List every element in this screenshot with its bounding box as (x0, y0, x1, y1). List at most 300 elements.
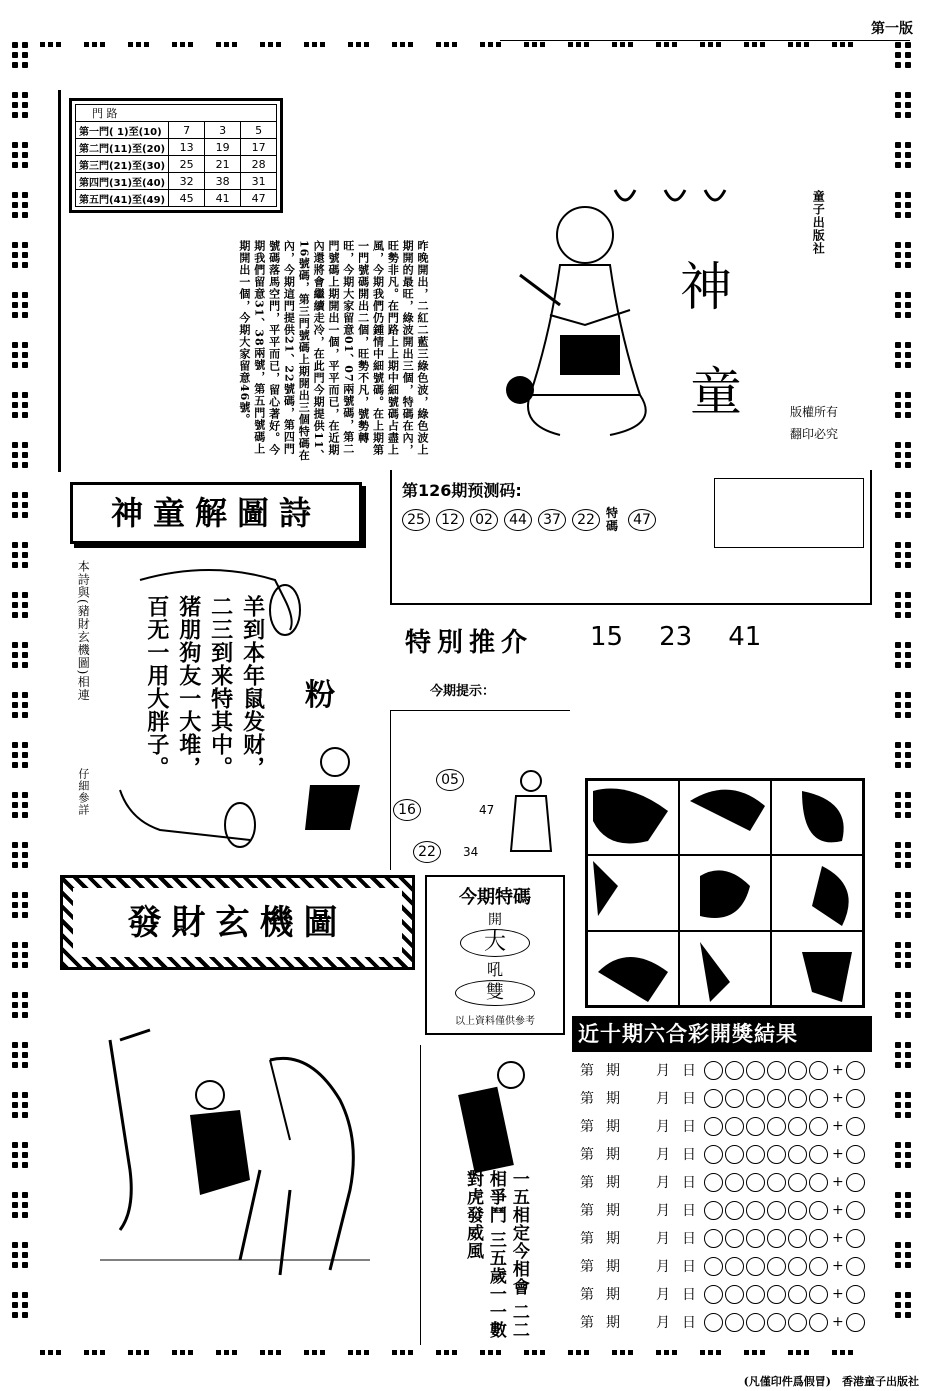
perforation-dots (893, 1090, 919, 1126)
perforation-dots (893, 290, 919, 326)
ball-panel (390, 710, 570, 870)
door-label: 第二門(11)至(20) (76, 139, 169, 156)
result-ball (767, 1285, 786, 1304)
result-month: 月 (656, 1147, 670, 1163)
result-ball (767, 1145, 786, 1164)
perforation-dots (893, 1190, 919, 1226)
result-issue-prefix: 第 (580, 1315, 594, 1331)
result-row (580, 1224, 880, 1252)
result-row (580, 1056, 880, 1084)
perforation-dots (893, 1240, 919, 1276)
perforation-dots (893, 940, 919, 976)
perforation-dots (788, 42, 818, 54)
perforation-dots (10, 1190, 36, 1226)
doors-row (76, 173, 277, 190)
result-ball (809, 1285, 828, 1304)
special-ball (846, 1173, 865, 1192)
perforation-dots (10, 790, 36, 826)
perforation-dots (10, 540, 36, 576)
result-issue-prefix: 第 (580, 1287, 594, 1303)
special-ball (846, 1061, 865, 1080)
perforation-dots (10, 90, 36, 126)
perforation-dots (893, 990, 919, 1026)
perforation-dots (436, 1350, 466, 1362)
doors-table-header: 門 路 (76, 105, 277, 122)
verse-line-4: 對虎發威風 (462, 1170, 483, 1260)
result-issue-prefix: 第 (580, 1147, 594, 1163)
result-issue-suffix: 期 (606, 1315, 620, 1331)
picture-cell (587, 931, 679, 1006)
poem-line-1: 羊到本年鼠发财， (239, 595, 266, 779)
perforation-dots (10, 940, 36, 976)
commentary-text: 昨晚開出，二紅二藍三綠色波，綠色波上期開的最旺，綠波開出三個，特碼在內，旺勢非凡。在門路上上期中細號碼占盡上風，今期我們仍鍾情中細號碼。在上期第一門號碼開出二個，旺勢不凡，號勢轉旺，今期大家留意01、07兩號碼，第二門號碼上期開出一個，平平而已，在近期內還將會繼續走冷，在此門今期提供11、16號碼，第三門號碼上期開出三個特碼在內，今期這門提供21、22號碼，第四門號碼落馬空門，平平而已，留心著好。今期我們留意31、38兩號，第五門號碼上期開出一個，今期大家留意46號。 (237, 240, 429, 462)
recommend-number: 41 (728, 622, 762, 652)
special-ball (846, 1229, 865, 1248)
verse-line-1: 一五相定今相會 (508, 1170, 529, 1296)
result-row (580, 1196, 880, 1224)
plus-icon: + (832, 1090, 844, 1106)
result-ball (767, 1173, 786, 1192)
result-ball (809, 1173, 828, 1192)
fortune-title (60, 875, 415, 970)
special-ball (846, 1257, 865, 1276)
result-ball (788, 1145, 807, 1164)
special-recommend-label: 特別推介 (405, 628, 534, 658)
result-issue-prefix: 第 (580, 1203, 594, 1219)
result-ball (725, 1173, 744, 1192)
result-issue-suffix: 期 (606, 1287, 620, 1303)
door-value: 3 (205, 122, 241, 139)
rights-label-1: 版權所有 (790, 405, 839, 419)
perforation-dots (10, 840, 36, 876)
picture-cell (679, 855, 771, 930)
puzzle-fragment-icon (588, 781, 679, 855)
today-special-double: 雙 (455, 980, 535, 1006)
ball-16: 16 (393, 799, 421, 821)
result-row (580, 1084, 880, 1112)
doors-row (76, 139, 277, 156)
recommend-number: 23 (659, 622, 693, 652)
perforation-dots (612, 1350, 642, 1362)
perforation-dots (893, 40, 919, 76)
verse-line-3: 三五歲一一數 (485, 1230, 506, 1339)
perforation-dots (392, 42, 422, 54)
brand-panel (490, 185, 870, 460)
plus-icon: + (832, 1258, 844, 1274)
perforation-dots (744, 1350, 774, 1362)
perforation-dots (893, 890, 919, 926)
picture-grid (585, 778, 865, 1008)
blank-box (714, 478, 864, 548)
fortune-title-text: 發財玄機圖 (73, 888, 402, 957)
result-ball (746, 1089, 765, 1108)
result-ball (746, 1257, 765, 1276)
doors-row (76, 190, 277, 207)
plus-icon: + (832, 1146, 844, 1162)
today-special-big: 大 (460, 929, 530, 957)
today-special-roar: 吼 (486, 960, 503, 979)
perforation-dots (84, 1350, 114, 1362)
result-month: 月 (656, 1231, 670, 1247)
perforation-dots (893, 340, 919, 376)
perforation-dots (893, 1290, 919, 1326)
door-value: 41 (205, 190, 241, 207)
plus-icon: + (832, 1174, 844, 1190)
perforation-dots (612, 42, 642, 54)
result-day: 日 (682, 1231, 696, 1247)
result-ball (704, 1285, 723, 1304)
result-ball (767, 1229, 786, 1248)
perforation-dots (392, 1350, 422, 1362)
perforation-dots (893, 90, 919, 126)
left-perforation (10, 40, 40, 1340)
door-value: 5 (241, 122, 277, 139)
result-ball (704, 1061, 723, 1080)
perforation-dots (10, 40, 36, 76)
perforation-dots (10, 1040, 36, 1076)
result-ball (788, 1061, 807, 1080)
verse-panel (420, 1045, 568, 1345)
result-day: 日 (682, 1147, 696, 1163)
result-ball (788, 1285, 807, 1304)
perforation-dots (893, 440, 919, 476)
perforation-dots (656, 42, 686, 54)
perforation-dots (216, 42, 246, 54)
perforation-dots (480, 42, 510, 54)
result-ball (704, 1201, 723, 1220)
result-issue-suffix: 期 (606, 1147, 620, 1163)
brand-title-2: 童 (690, 363, 743, 423)
right-perforation (893, 40, 923, 1340)
result-ball (767, 1089, 786, 1108)
result-ball (725, 1117, 744, 1136)
perforation-dots (10, 240, 36, 276)
door-value: 17 (241, 139, 277, 156)
result-ball (725, 1145, 744, 1164)
special-ball (846, 1145, 865, 1164)
result-ball (725, 1229, 744, 1248)
perforation-dots (128, 1350, 158, 1362)
result-ball (725, 1285, 744, 1304)
door-value: 25 (169, 156, 205, 173)
result-issue-prefix: 第 (580, 1063, 594, 1079)
plus-icon: + (832, 1230, 844, 1246)
result-issue-prefix: 第 (580, 1259, 594, 1275)
perforation-dots (893, 740, 919, 776)
perforation-dots (10, 140, 36, 176)
perforation-dots (304, 1350, 334, 1362)
today-special-footer: 以上資料僅供參考 (455, 1016, 535, 1027)
poem-body (140, 595, 268, 805)
perforation-dots (40, 42, 70, 54)
perforation-dots (893, 1040, 919, 1076)
doors-row (76, 156, 277, 173)
edition-label: 第一版 (871, 21, 913, 37)
perforation-dots (10, 590, 36, 626)
publisher-label: 童子出版社 (811, 190, 826, 255)
perforation-dots (40, 1350, 70, 1362)
result-ball (746, 1313, 765, 1332)
perforation-dots (893, 540, 919, 576)
result-row (580, 1168, 880, 1196)
result-ball (788, 1117, 807, 1136)
result-issue-suffix: 期 (606, 1175, 620, 1191)
result-ball (704, 1145, 723, 1164)
result-ball (704, 1257, 723, 1276)
boy-illustration (490, 185, 680, 445)
door-value: 13 (169, 139, 205, 156)
verse-kid-illustration (451, 1055, 551, 1175)
perforation-dots (893, 640, 919, 676)
ball-05: 05 (436, 769, 464, 791)
result-ball (788, 1173, 807, 1192)
result-row (580, 1252, 880, 1280)
prediction-title: 第126期预测码: (402, 481, 522, 500)
perforation-dots (656, 1350, 686, 1362)
puzzle-fragment-icon (772, 932, 863, 1006)
picture-cell (771, 931, 863, 1006)
result-ball (746, 1117, 765, 1136)
perforation-dots (524, 1350, 554, 1362)
door-value: 28 (241, 156, 277, 173)
result-issue-prefix: 第 (580, 1091, 594, 1107)
result-issue-suffix: 期 (606, 1091, 620, 1107)
result-ball (788, 1089, 807, 1108)
result-day: 日 (682, 1259, 696, 1275)
perforation-dots (700, 1350, 730, 1362)
result-ball (809, 1145, 828, 1164)
ball-34: 34 (463, 845, 479, 859)
special-number: 47 (628, 509, 656, 531)
verse-line-2: 二二相爭鬥 (485, 1170, 529, 1339)
perforation-dots (348, 42, 378, 54)
special-recommend-numbers (590, 622, 761, 652)
ball-47: 47 (479, 803, 495, 817)
puzzle-fragment-icon (772, 781, 863, 855)
poem-line-2: 二三到来特其中。 (207, 595, 234, 779)
perforation-dots (260, 42, 290, 54)
picture-cell (587, 855, 679, 930)
bottom-perforation (40, 1350, 862, 1362)
result-month: 月 (656, 1287, 670, 1303)
door-value: 19 (205, 139, 241, 156)
doors-table-frame (69, 98, 283, 213)
prediction-number: 22 (572, 509, 600, 531)
perforation-dots (10, 990, 36, 1026)
plus-icon: + (832, 1286, 844, 1302)
prediction-box (402, 478, 702, 548)
special-ball (846, 1201, 865, 1220)
result-ball (725, 1201, 744, 1220)
doors-table (75, 104, 277, 207)
perforation-dots (10, 340, 36, 376)
poem-stamp: 粉 (305, 678, 335, 713)
result-day: 日 (682, 1315, 696, 1331)
perforation-dots (700, 42, 730, 54)
poem-title: 神童解圖詩 (70, 482, 362, 544)
result-ball (746, 1145, 765, 1164)
perforation-dots (832, 1350, 862, 1362)
perforation-dots (10, 390, 36, 426)
perforation-dots (524, 42, 554, 54)
top-rule (500, 40, 910, 41)
special-label: 特碼 (606, 506, 619, 534)
result-ball (788, 1257, 807, 1276)
puzzle-fragment-icon (680, 856, 771, 930)
verse-text (461, 1170, 530, 1340)
prediction-numbers (402, 507, 702, 533)
special-ball (846, 1117, 865, 1136)
brand-title-1: 神 (680, 258, 733, 318)
perforation-dots (893, 590, 919, 626)
perforation-dots (744, 42, 774, 54)
door-value: 38 (205, 173, 241, 190)
perforation-dots (10, 640, 36, 676)
kid-illustration (290, 740, 370, 840)
result-issue-prefix: 第 (580, 1119, 594, 1135)
result-day: 日 (682, 1063, 696, 1079)
picture-cell (587, 780, 679, 855)
perforation-dots (10, 1290, 36, 1326)
puzzle-fragment-icon (588, 932, 679, 1006)
door-value: 47 (241, 190, 277, 207)
result-day: 日 (682, 1175, 696, 1191)
result-month: 月 (656, 1203, 670, 1219)
result-day: 日 (682, 1203, 696, 1219)
perforation-dots (893, 790, 919, 826)
perforation-dots (893, 190, 919, 226)
result-ball (809, 1313, 828, 1332)
special-ball (846, 1313, 865, 1332)
result-issue-suffix: 期 (606, 1203, 620, 1219)
perforation-dots (10, 1090, 36, 1126)
perforation-dots (10, 190, 36, 226)
result-ball (704, 1313, 723, 1332)
result-row (580, 1308, 880, 1336)
poem-line-3: 猪朋狗友一大堆， (175, 595, 202, 779)
prediction-number: 02 (470, 509, 498, 531)
prediction-panel (390, 470, 872, 605)
result-ball (725, 1257, 744, 1276)
today-special-title: 今期特碼 (459, 887, 531, 908)
result-ball (809, 1229, 828, 1248)
footer-text: (凡僅印件爲假冒) 香港童子出版社 (743, 1375, 919, 1388)
door-value: 21 (205, 156, 241, 173)
perforation-dots (172, 1350, 202, 1362)
perforation-dots (172, 42, 202, 54)
special-ball (846, 1089, 865, 1108)
top-perforation (40, 42, 862, 54)
result-month: 月 (656, 1259, 670, 1275)
plus-icon: + (832, 1118, 844, 1134)
result-month: 月 (656, 1063, 670, 1079)
poem-note: 本詩與(豬財玄機圖)相連 (76, 560, 91, 702)
result-issue-prefix: 第 (580, 1175, 594, 1191)
result-month: 月 (656, 1119, 670, 1135)
poem-line-4: 百无一用大胖子。 (143, 595, 170, 779)
door-value: 7 (169, 122, 205, 139)
recommend-number: 15 (590, 622, 624, 652)
result-issue-prefix: 第 (580, 1231, 594, 1247)
door-value: 31 (241, 173, 277, 190)
picture-cell (679, 780, 771, 855)
prediction-number: 25 (402, 509, 430, 531)
results-table (580, 1056, 880, 1336)
result-ball (704, 1173, 723, 1192)
perforation-dots (128, 42, 158, 54)
doors-panel (58, 90, 440, 472)
result-day: 日 (682, 1287, 696, 1303)
special-ball (846, 1285, 865, 1304)
door-label: 第五門(41)至(49) (76, 190, 169, 207)
perforation-dots (480, 1350, 510, 1362)
doors-row (76, 122, 277, 139)
result-ball (704, 1089, 723, 1108)
result-month: 月 (656, 1175, 670, 1191)
ball-22: 22 (413, 841, 441, 863)
result-ball (809, 1061, 828, 1080)
door-value: 45 (169, 190, 205, 207)
puzzle-fragment-icon (772, 856, 863, 930)
puzzle-fragment-icon (680, 781, 771, 855)
result-ball (746, 1173, 765, 1192)
perforation-dots (216, 1350, 246, 1362)
picture-cell (771, 855, 863, 930)
hint-label: 今期提示： (430, 684, 496, 699)
perforation-dots (893, 690, 919, 726)
perforation-dots (893, 240, 919, 276)
result-month: 月 (656, 1315, 670, 1331)
result-issue-suffix: 期 (606, 1063, 620, 1079)
perforation-dots (10, 1240, 36, 1276)
perforation-dots (568, 1350, 598, 1362)
perforation-dots (893, 490, 919, 526)
puzzle-fragment-icon (680, 932, 771, 1006)
child-illustration (501, 766, 561, 856)
today-special-open: 開 (488, 912, 502, 928)
result-ball (746, 1229, 765, 1248)
perforation-dots (304, 42, 334, 54)
result-issue-suffix: 期 (606, 1259, 620, 1275)
result-ball (809, 1257, 828, 1276)
result-ball (725, 1313, 744, 1332)
result-day: 日 (682, 1091, 696, 1107)
result-issue-suffix: 期 (606, 1119, 620, 1135)
picture-cell (679, 931, 771, 1006)
result-ball (809, 1089, 828, 1108)
perforation-dots (10, 890, 36, 926)
result-ball (809, 1201, 828, 1220)
puzzle-fragment-icon (588, 856, 679, 930)
perforation-dots (10, 1140, 36, 1176)
perforation-dots (893, 1140, 919, 1176)
prediction-number: 44 (504, 509, 532, 531)
result-row (580, 1112, 880, 1140)
today-special-panel (425, 875, 565, 1035)
prediction-number: 37 (538, 509, 566, 531)
perforation-dots (893, 140, 919, 176)
result-ball (809, 1117, 828, 1136)
result-ball (788, 1313, 807, 1332)
perforation-dots (568, 42, 598, 54)
picture-cell (771, 780, 863, 855)
plus-icon: + (832, 1062, 844, 1078)
perforation-dots (348, 1350, 378, 1362)
plus-icon: + (832, 1314, 844, 1330)
result-ball (767, 1313, 786, 1332)
decor-icon (610, 185, 730, 215)
result-ball (704, 1229, 723, 1248)
